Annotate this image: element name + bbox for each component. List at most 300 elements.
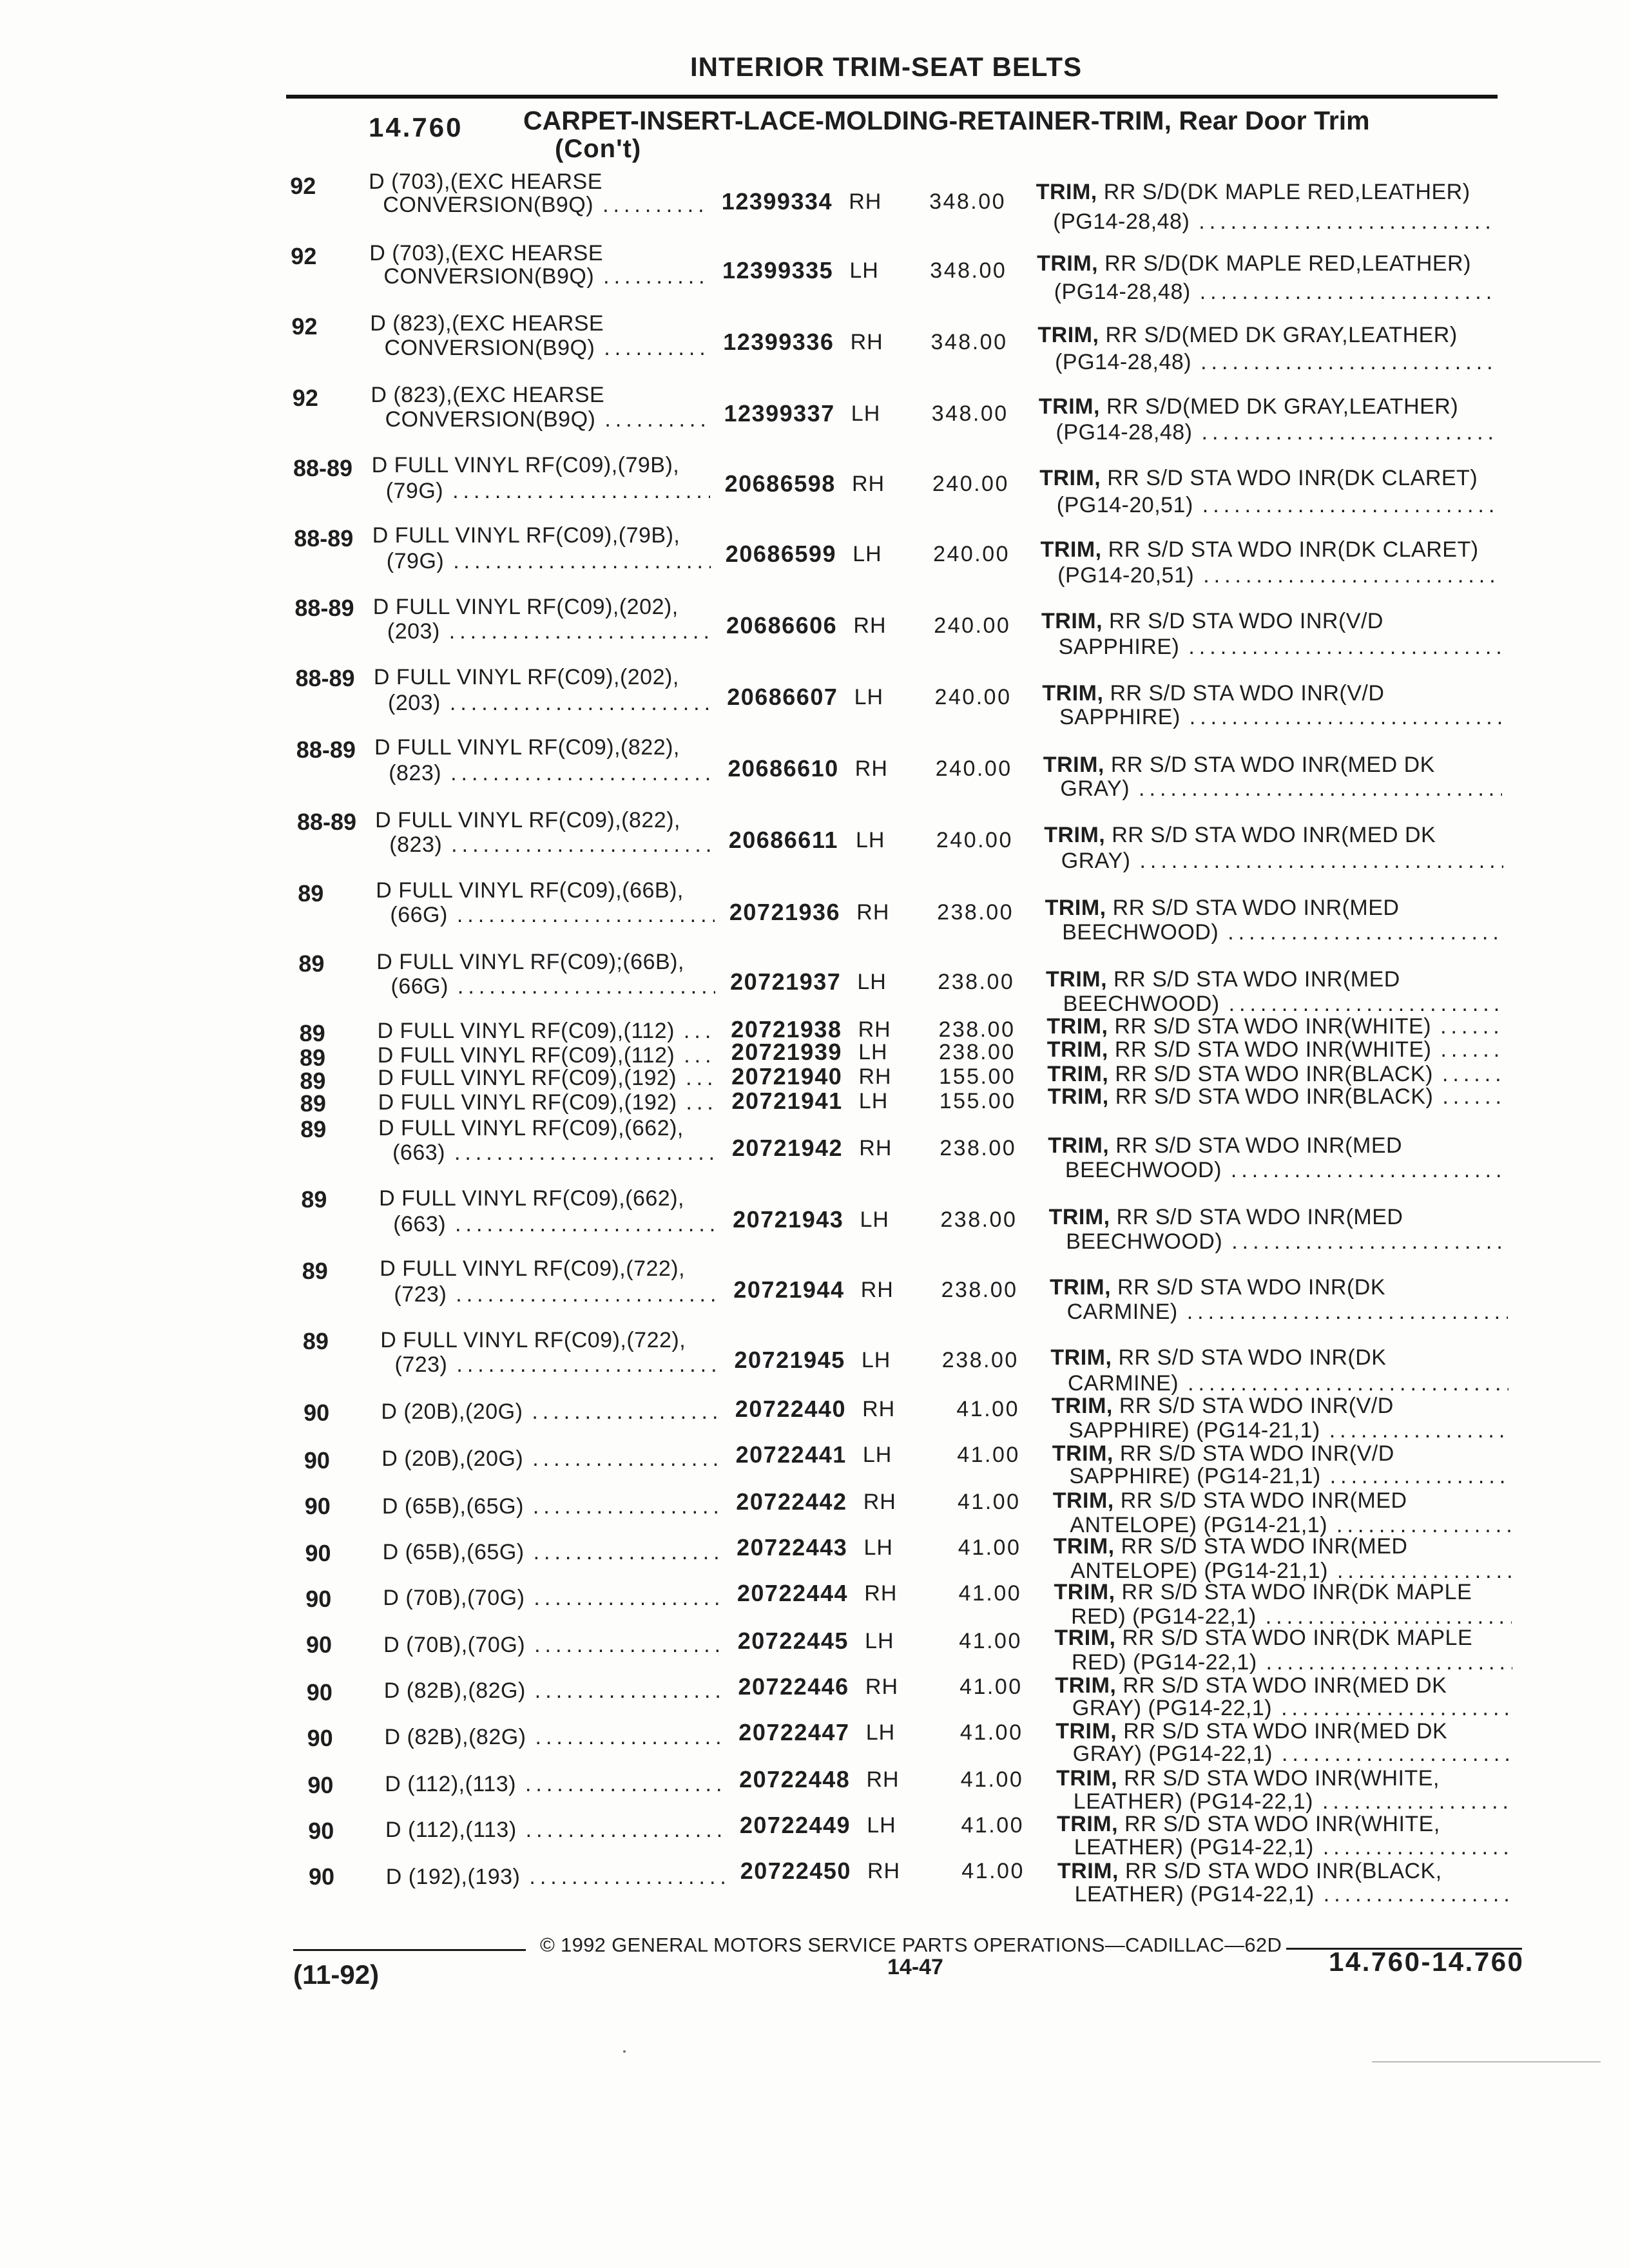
- item-description-line: [1045, 895, 1400, 921]
- item-description-line: [1056, 419, 1499, 445]
- item-description-text: (PG14-20,51): [1057, 563, 1195, 588]
- item-description-text: RED) (PG14-22,1): [1071, 1604, 1257, 1629]
- usage-description-text: D (112),(113): [385, 1771, 516, 1796]
- item-noun: TRIM,: [1042, 680, 1104, 706]
- item-noun: TRIM,: [1057, 1859, 1119, 1884]
- usage-description-text: CONVERSION(B9Q): [383, 192, 594, 217]
- dot-leader: [1187, 1299, 1508, 1325]
- item-description-line: [1059, 634, 1501, 660]
- price: 238.00: [940, 1136, 1017, 1161]
- side-indicator: LH: [865, 1720, 896, 1745]
- price: 41.00: [958, 1581, 1022, 1606]
- model-year: 89: [298, 879, 324, 907]
- item-description-text: (PG14-28,48): [1055, 420, 1193, 445]
- model-year: 90: [305, 1540, 331, 1567]
- usage-description-text: (79G): [386, 549, 445, 574]
- usage-description-line: [373, 594, 679, 620]
- item-description-text: GRAY) (PG14-22,1): [1072, 1696, 1273, 1721]
- dot-leader: [449, 619, 712, 644]
- usage-description-line: [378, 1115, 684, 1141]
- item-noun: TRIM,: [1048, 1204, 1110, 1229]
- usage-description-line: [381, 1446, 720, 1472]
- usage-description-text: D FULL VINYL RF(C09),(202),: [372, 595, 679, 620]
- usage-description-line: [386, 1864, 725, 1890]
- item-description-line: [1050, 1274, 1385, 1300]
- price: 41.00: [957, 1442, 1020, 1467]
- dot-leader: [458, 974, 715, 999]
- dot-leader: [534, 1539, 722, 1565]
- side-indicator: LH: [865, 1628, 894, 1653]
- usage-description-line: [382, 1494, 721, 1519]
- item-description-text: RR S/D STA WDO INR(MED DK: [1123, 1673, 1447, 1698]
- usage-description-line: [376, 878, 684, 903]
- model-year: 89: [300, 1116, 327, 1143]
- item-description-text: RR S/D STA WDO INR(WHITE): [1114, 1037, 1432, 1062]
- item-description-text: LEATHER) (PG14-22,1): [1074, 1834, 1314, 1860]
- side-indicator: RH: [858, 1017, 891, 1042]
- usage-description-text: D (65B),(65G): [382, 1539, 525, 1564]
- dot-leader: [1229, 991, 1505, 1017]
- header-rule: [286, 95, 1498, 99]
- dot-leader: [684, 1043, 716, 1068]
- part-number: 12399337: [724, 400, 835, 427]
- item-description-line: [1057, 562, 1500, 588]
- item-description-line: [1041, 537, 1479, 562]
- usage-description-line: [378, 1090, 717, 1115]
- price: 238.00: [941, 1348, 1019, 1373]
- item-description-text: GRAY): [1060, 776, 1130, 802]
- dot-leader: [686, 1065, 717, 1091]
- item-noun: TRIM,: [1054, 1626, 1116, 1651]
- dot-leader: [1329, 1418, 1510, 1443]
- model-year: 90: [307, 1724, 333, 1751]
- item-description-line: [1057, 1811, 1440, 1837]
- side-indicator: LH: [858, 1040, 888, 1065]
- part-number: 20721943: [733, 1206, 844, 1233]
- footer-revision-date: (11-92): [293, 1959, 380, 1990]
- price: 41.00: [957, 1490, 1021, 1515]
- dot-leader: [1203, 562, 1500, 588]
- dot-leader: [1202, 419, 1499, 445]
- item-description-text: RR S/D STA WDO INR(MED DK: [1110, 752, 1435, 777]
- usage-description-line: [385, 407, 709, 432]
- item-description-line: [1042, 680, 1384, 706]
- dot-leader: [1440, 1014, 1505, 1039]
- price: 240.00: [934, 613, 1011, 639]
- item-description-text: RED) (PG14-22,1): [1072, 1650, 1257, 1675]
- item-description-text: RR S/D STA WDO INR(MED DK: [1123, 1718, 1448, 1744]
- usage-description-text: D FULL VINYL RF(C09),(662),: [379, 1186, 684, 1211]
- model-year: 89: [300, 1044, 326, 1072]
- usage-description-text: D (823),(EXC HEARSE: [371, 383, 605, 408]
- item-description-line: [1054, 1579, 1472, 1605]
- price: 238.00: [938, 970, 1015, 995]
- item-description-text: RR S/D STA WDO INR(V/D: [1110, 680, 1385, 706]
- usage-description-text: (66G): [390, 903, 448, 927]
- usage-description-line: [384, 1678, 723, 1704]
- item-description-line: [1046, 1014, 1505, 1039]
- item-noun: TRIM,: [1041, 609, 1103, 634]
- item-description-text: (PG14-28,48): [1055, 350, 1192, 375]
- usage-description-text: D (70B),(70G): [383, 1633, 526, 1658]
- item-noun: TRIM,: [1044, 822, 1106, 847]
- price: 41.00: [958, 1535, 1021, 1561]
- item-description-text: RR S/D(DK MAPLE RED,LEATHER): [1104, 251, 1471, 276]
- dot-leader: [1231, 1229, 1507, 1254]
- part-number: 20722449: [739, 1812, 851, 1839]
- side-indicator: RH: [864, 1581, 898, 1606]
- item-description-text: LEATHER) (PG14-22,1): [1074, 1882, 1315, 1907]
- part-number: 20686599: [725, 541, 836, 567]
- usage-description-text: D FULL VINYL RF(C09),(722),: [380, 1256, 686, 1281]
- dot-leader: [525, 1771, 724, 1797]
- price: 238.00: [938, 1017, 1016, 1042]
- dot-leader: [1282, 1741, 1513, 1767]
- item-description-text: RR S/D STA WDO INR(BLACK,: [1124, 1859, 1442, 1884]
- usage-description-line: [388, 690, 712, 716]
- part-number: 20721945: [734, 1347, 845, 1374]
- dot-leader: [456, 1282, 718, 1307]
- usage-description-text: (663): [392, 1140, 445, 1165]
- price: 240.00: [936, 828, 1013, 853]
- price: 41.00: [960, 1767, 1024, 1792]
- item-description-text: RR S/D STA WDO INR(MED: [1113, 967, 1400, 992]
- usage-description-text: CONVERSION(B9Q): [384, 336, 595, 360]
- item-noun: TRIM,: [1046, 1014, 1108, 1039]
- item-description-line: [1072, 1695, 1513, 1721]
- item-description-line: [1055, 1718, 1447, 1744]
- usage-description-line: [386, 478, 710, 504]
- model-year: 92: [291, 312, 318, 340]
- usage-description-line: [378, 1018, 717, 1044]
- part-number: 20722444: [737, 1580, 849, 1607]
- item-description-line: [1060, 776, 1502, 802]
- price: 348.00: [929, 189, 1007, 215]
- item-description-line: [1052, 1393, 1394, 1419]
- item-description-text: RR S/D STA WDO INR(DK: [1117, 1274, 1386, 1300]
- side-indicator: LH: [854, 685, 884, 710]
- item-description-line: [1068, 1370, 1509, 1396]
- model-year: 88-89: [296, 736, 356, 764]
- part-number: 20722445: [737, 1627, 849, 1654]
- price: 348.00: [930, 330, 1008, 355]
- item-description-text: (PG14-28,48): [1053, 209, 1190, 235]
- item-description-text: RR S/D STA WDO INR(BLACK): [1115, 1061, 1433, 1086]
- footer-copyright: © 1992 GENERAL MOTORS SERVICE PARTS OPERATIONS—CADILLAC—62D: [540, 1934, 1282, 1956]
- item-noun: TRIM,: [1055, 1718, 1117, 1744]
- model-year: 89: [302, 1328, 329, 1355]
- item-description-text: RR S/D STA WDO INR(DK MAPLE: [1122, 1626, 1473, 1651]
- part-number: 20722447: [738, 1718, 850, 1745]
- item-description-line: [1065, 1157, 1507, 1183]
- part-number: 12399334: [721, 188, 833, 215]
- item-description-line: [1046, 966, 1400, 992]
- dot-leader: [1323, 1834, 1514, 1860]
- item-description-line: [1063, 991, 1505, 1017]
- item-description-line: [1044, 822, 1436, 848]
- item-noun: TRIM,: [1054, 1580, 1115, 1605]
- item-description-line: [1039, 465, 1478, 491]
- usage-description-line: [385, 1724, 724, 1750]
- usage-description-line: [374, 664, 679, 690]
- dot-leader: [1442, 1084, 1506, 1110]
- dot-leader: [535, 1678, 723, 1704]
- usage-description-text: D (703),(EXC HEARSE: [369, 169, 602, 195]
- price: 238.00: [940, 1207, 1017, 1233]
- dot-leader: [604, 335, 709, 361]
- footer-section-range: 14.760-14.760: [1329, 1946, 1525, 1977]
- section-continued-label: (Con't): [555, 135, 642, 163]
- usage-description-text: D FULL VINYL RF(C09),(822),: [374, 735, 680, 760]
- item-description-text: RR S/D(MED DK GRAY,LEATHER): [1105, 323, 1458, 347]
- item-description-line: [1055, 1673, 1447, 1698]
- footer-page-number: 14-47: [887, 1955, 943, 1979]
- usage-description-line: [370, 311, 604, 336]
- item-description-text: BEECHWOOD): [1066, 1229, 1223, 1254]
- price: 41.00: [956, 1396, 1019, 1421]
- dot-leader: [1228, 919, 1504, 945]
- usage-description-line: [378, 1065, 717, 1091]
- item-description-line: [1054, 279, 1497, 305]
- part-number: 20721944: [733, 1276, 845, 1303]
- item-description-line: [1039, 394, 1458, 419]
- price: 238.00: [941, 1278, 1018, 1303]
- side-indicator: LH: [853, 542, 882, 566]
- usage-description-line: [383, 192, 707, 218]
- footer-rule-left: [293, 1949, 526, 1951]
- usage-description-text: D (823),(EXC HEARSE: [370, 311, 604, 336]
- dot-leader: [526, 1817, 724, 1843]
- dot-leader: [534, 1632, 722, 1658]
- model-year: 92: [290, 172, 316, 199]
- usage-description-line: [385, 335, 709, 361]
- usage-description-text: D FULL VINYL RF(C09),(662),: [378, 1116, 684, 1141]
- side-indicator: RH: [849, 189, 882, 215]
- usage-description-line: [372, 452, 680, 478]
- item-noun: TRIM,: [1051, 1394, 1113, 1419]
- price: 41.00: [959, 1628, 1022, 1653]
- item-description-text: RR S/D STA WDO INR(WHITE,: [1124, 1812, 1440, 1837]
- item-description-line: [1053, 209, 1496, 235]
- usage-description-line: [385, 1771, 724, 1797]
- usage-description-line: [383, 1632, 722, 1658]
- side-indicator: RH: [862, 1396, 896, 1421]
- price: 238.00: [938, 1040, 1016, 1065]
- item-description-line: [1061, 848, 1503, 874]
- side-indicator: LH: [862, 1442, 892, 1467]
- part-number: 12399336: [723, 329, 834, 356]
- item-description-line: [1072, 1649, 1512, 1675]
- side-indicator: RH: [853, 613, 887, 639]
- item-description-text: RR S/D STA WDO INR(DK MAPLE: [1121, 1580, 1472, 1605]
- usage-description-line: [371, 382, 604, 408]
- item-noun: TRIM,: [1052, 1441, 1113, 1466]
- item-description-line: [1053, 1488, 1407, 1514]
- item-noun: TRIM,: [1057, 1812, 1119, 1837]
- item-description-text: BEECHWOOD): [1065, 1157, 1222, 1182]
- part-number: 20686606: [726, 612, 838, 639]
- item-description-text: ANTELOPE) (PG14-21,1): [1070, 1558, 1328, 1583]
- part-number: 20721939: [731, 1039, 842, 1066]
- side-indicator: RH: [850, 330, 883, 355]
- usage-description-text: D FULL VINYL RF(C09),(192): [378, 1090, 677, 1115]
- dot-leader: [604, 407, 709, 432]
- item-description-text: CARMINE): [1068, 1370, 1179, 1396]
- dot-leader: [1322, 1789, 1514, 1814]
- dot-leader: [535, 1724, 724, 1750]
- dot-leader: [1266, 1649, 1512, 1675]
- item-description-text: RR S/D STA WDO INR(MED: [1116, 1204, 1403, 1229]
- side-indicator: LH: [867, 1813, 896, 1838]
- side-indicator: RH: [858, 1064, 892, 1090]
- price: 240.00: [932, 472, 1009, 497]
- item-description-text: RR S/D STA WDO INR(WHITE): [1114, 1014, 1432, 1039]
- price: 240.00: [934, 685, 1012, 710]
- price: 41.00: [959, 1720, 1023, 1745]
- part-number: 20721937: [730, 968, 842, 995]
- item-description-line: [1055, 349, 1498, 375]
- dot-leader: [533, 1494, 721, 1519]
- item-description-line: [1037, 251, 1471, 276]
- dot-leader: [1281, 1695, 1512, 1721]
- dot-leader: [686, 1090, 717, 1115]
- dot-leader: [529, 1864, 724, 1890]
- item-noun: TRIM,: [1045, 895, 1106, 920]
- usage-description-text: CONVERSION(B9Q): [385, 407, 596, 432]
- item-description-line: [1041, 608, 1383, 634]
- side-indicator: RH: [854, 756, 888, 782]
- usage-description-text: D (192),(193): [385, 1865, 521, 1890]
- model-year: 89: [301, 1186, 327, 1213]
- model-year: 90: [308, 1818, 334, 1845]
- item-description-text: SAPPHIRE) (PG14-21,1): [1068, 1418, 1320, 1443]
- running-header-title: INTERIOR TRIM-SEAT BELTS: [690, 52, 1083, 82]
- usage-description-text: D (82B),(82G): [383, 1678, 526, 1704]
- side-indicator: RH: [863, 1490, 896, 1515]
- price: 240.00: [935, 756, 1012, 782]
- usage-description-line: [374, 735, 680, 760]
- part-number: 20686598: [724, 470, 836, 497]
- part-number: 20686607: [727, 684, 838, 711]
- item-description-line: [1068, 1418, 1509, 1443]
- usage-description-text: (203): [387, 619, 440, 644]
- model-year: 90: [304, 1492, 331, 1519]
- part-number: 20721941: [731, 1087, 843, 1114]
- item-description-line: [1074, 1789, 1514, 1814]
- dot-leader: [1440, 1037, 1505, 1062]
- model-year: 89: [298, 950, 325, 977]
- usage-description-text: D FULL VINYL RF(C09),(66B),: [376, 878, 684, 903]
- usage-description-line: [387, 548, 711, 574]
- item-description-text: GRAY) (PG14-22,1): [1072, 1742, 1273, 1767]
- item-description-line: [1067, 1299, 1509, 1325]
- item-description-text: GRAY): [1061, 848, 1131, 873]
- item-description-line: [1047, 1061, 1506, 1087]
- item-noun: TRIM,: [1037, 251, 1099, 276]
- price: 240.00: [933, 542, 1010, 566]
- item-description-line: [1048, 1084, 1507, 1110]
- price: 238.00: [937, 899, 1014, 925]
- price: 155.00: [939, 1088, 1016, 1113]
- side-indicator: RH: [860, 1278, 894, 1303]
- item-noun: TRIM,: [1039, 466, 1101, 491]
- dot-leader: [454, 1140, 717, 1166]
- part-number: 20722441: [735, 1441, 847, 1468]
- item-description-line: [1059, 704, 1501, 730]
- usage-description-line: [383, 264, 708, 289]
- price: 41.00: [961, 1813, 1025, 1838]
- item-noun: TRIM,: [1048, 1133, 1110, 1158]
- side-indicator: LH: [863, 1535, 893, 1561]
- model-year: 88-89: [297, 808, 357, 835]
- side-indicator: RH: [852, 472, 885, 497]
- usage-description-line: [369, 240, 603, 266]
- usage-description-line: [380, 1327, 686, 1353]
- item-noun: TRIM,: [1050, 1345, 1112, 1370]
- item-description-line: [1052, 1441, 1394, 1466]
- model-year: 90: [307, 1772, 334, 1799]
- section-number: 14.760: [369, 112, 463, 142]
- item-description-text: RR S/D STA WDO INR(DK CLARET): [1107, 466, 1478, 491]
- item-description-line: [1047, 1037, 1506, 1062]
- item-noun: TRIM,: [1056, 1766, 1118, 1791]
- price: 41.00: [959, 1674, 1023, 1699]
- item-description-text: RR S/D STA WDO INR(MED: [1115, 1133, 1403, 1158]
- item-description-text: RR S/D STA WDO INR(V/D: [1109, 609, 1383, 634]
- model-year: 88-89: [295, 665, 355, 692]
- item-description-text: SAPPHIRE): [1058, 635, 1180, 660]
- item-description-line: [1054, 1533, 1408, 1559]
- item-description-line: [1073, 1741, 1513, 1767]
- part-number: 20721940: [731, 1063, 843, 1090]
- model-year: 90: [306, 1631, 333, 1658]
- dot-leader: [1330, 1463, 1510, 1489]
- item-noun: TRIM,: [1047, 1084, 1109, 1110]
- usage-description-text: D (20B),(20G): [381, 1399, 523, 1425]
- usage-description-line: [385, 1817, 724, 1843]
- dot-leader: [1188, 1370, 1509, 1396]
- item-description-line: [1056, 1765, 1440, 1791]
- dot-leader: [532, 1446, 720, 1472]
- usage-description-line: [379, 1186, 684, 1211]
- side-indicator: LH: [861, 1348, 891, 1373]
- item-description-line: [1050, 1345, 1386, 1370]
- dot-leader: [457, 902, 715, 928]
- usage-description-text: D FULL VINYL RF(C09),(202),: [373, 665, 679, 690]
- item-description-line: [1074, 1834, 1514, 1860]
- price: 348.00: [930, 258, 1007, 283]
- model-year: 88-89: [294, 595, 354, 622]
- dot-leader: [451, 832, 714, 858]
- item-description-line: [1049, 1204, 1403, 1230]
- item-description-line: [1036, 179, 1470, 205]
- model-year: 90: [304, 1446, 330, 1474]
- item-description-line: [1069, 1463, 1510, 1489]
- item-description-line: [1057, 492, 1499, 518]
- usage-description-line: [369, 169, 602, 195]
- part-number: 20721936: [729, 898, 841, 925]
- dot-leader: [1139, 776, 1502, 802]
- usage-description-text: CONVERSION(B9Q): [383, 264, 595, 289]
- item-description-text: RR S/D STA WDO INR(MED: [1112, 895, 1400, 920]
- item-description-line: [1057, 1858, 1442, 1884]
- item-noun: TRIM,: [1046, 1037, 1108, 1062]
- item-noun: TRIM,: [1055, 1673, 1117, 1698]
- usage-description-line: [394, 1282, 718, 1307]
- usage-description-line: [378, 1043, 717, 1068]
- part-number: 20721942: [731, 1135, 843, 1162]
- usage-description-line: [381, 1399, 720, 1425]
